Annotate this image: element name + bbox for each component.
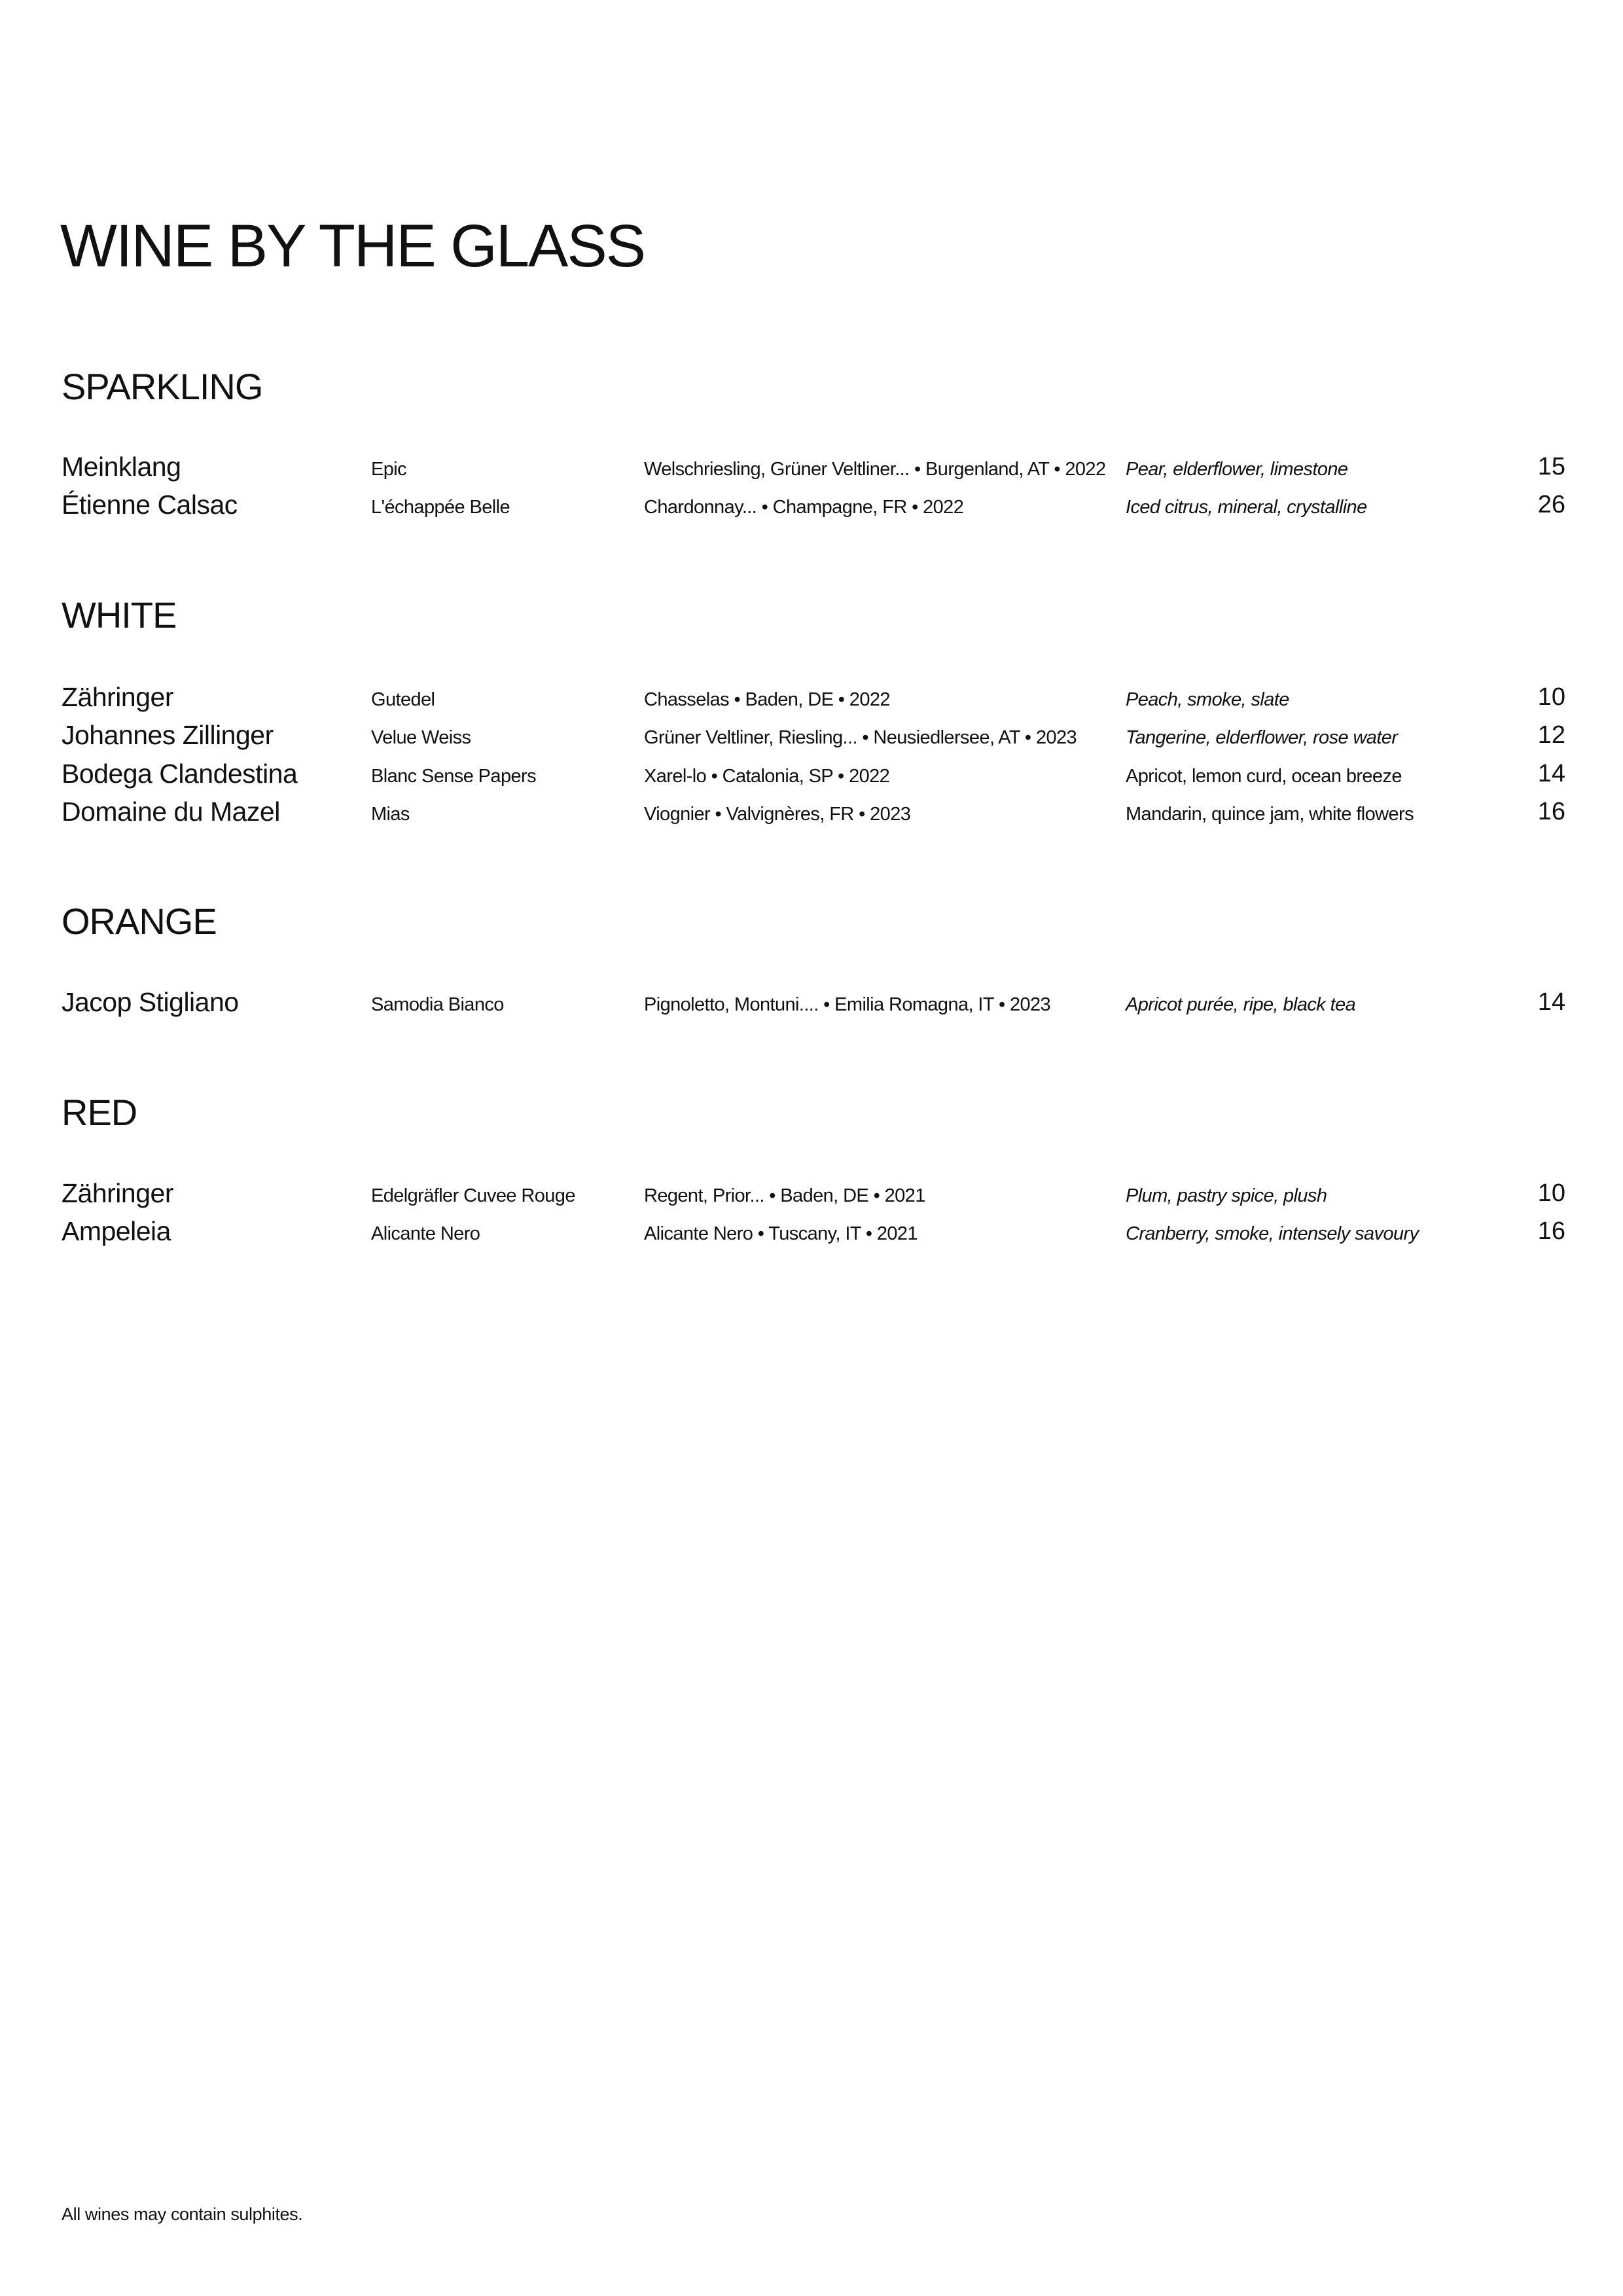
wine-cuvee: Velue Weiss xyxy=(371,727,471,748)
wine-origin: Chardonnay... • Champagne, FR • 2022 xyxy=(644,497,964,518)
wine-origin: Regent, Prior... • Baden, DE • 2021 xyxy=(644,1185,925,1206)
wine-row xyxy=(0,677,1623,717)
wine-tasting-notes: Plum, pastry spice, plush xyxy=(1126,1185,1327,1206)
wine-price: 15 xyxy=(1537,453,1565,480)
section-heading-sparkling: SPARKLING xyxy=(62,366,263,407)
wine-price: 26 xyxy=(1537,491,1565,518)
wine-producer: Zähringer xyxy=(62,1178,173,1208)
wine-price: 10 xyxy=(1537,683,1565,711)
wine-tasting-notes: Tangerine, elderflower, rose water xyxy=(1126,727,1398,748)
wine-origin: Alicante Nero • Tuscany, IT • 2021 xyxy=(644,1223,918,1244)
sulphites-notice: All wines may contain sulphites. xyxy=(62,2204,303,2224)
wine-producer: Zähringer xyxy=(62,682,173,712)
wine-row xyxy=(0,754,1623,793)
wine-origin: Pignoletto, Montuni.... • Emilia Romagna, IT • 2023 xyxy=(644,994,1051,1015)
wine-tasting-notes: Apricot, lemon curd, ocean breeze xyxy=(1126,766,1402,787)
wine-producer: Étienne Calsac xyxy=(62,490,238,520)
wine-tasting-notes: Mandarin, quince jam, white flowers xyxy=(1126,804,1414,825)
wine-row xyxy=(0,447,1623,486)
section-heading-white: WHITE xyxy=(62,594,177,636)
wine-cuvee: Alicante Nero xyxy=(371,1223,480,1244)
page-title: WINE BY THE GLASS xyxy=(60,213,645,279)
wine-cuvee: Mias xyxy=(371,804,410,825)
section-heading-red: RED xyxy=(62,1092,137,1133)
wine-cuvee: Samodia Bianco xyxy=(371,994,504,1015)
wine-price: 14 xyxy=(1537,988,1565,1016)
wine-origin: Viognier • Valvignères, FR • 2023 xyxy=(644,804,911,825)
wine-tasting-notes: Apricot purée, ripe, black tea xyxy=(1126,994,1356,1015)
wine-producer: Johannes Zillinger xyxy=(62,720,274,750)
wine-producer: Domaine du Mazel xyxy=(62,797,280,827)
wine-row xyxy=(0,792,1623,831)
wine-tasting-notes: Peach, smoke, slate xyxy=(1126,689,1289,710)
wine-tasting-notes: Iced citrus, mineral, crystalline xyxy=(1126,497,1367,518)
wine-row xyxy=(0,715,1623,755)
wine-row xyxy=(0,1174,1623,1213)
wine-row xyxy=(0,485,1623,524)
wine-row xyxy=(0,1211,1623,1251)
wine-tasting-notes: Pear, elderflower, limestone xyxy=(1126,459,1348,480)
wine-producer: Bodega Clandestina xyxy=(62,759,298,789)
wine-price: 16 xyxy=(1537,798,1565,825)
wine-cuvee: Blanc Sense Papers xyxy=(371,766,536,787)
wine-row xyxy=(0,982,1623,1022)
wine-producer: Meinklang xyxy=(62,452,181,482)
wine-cuvee: Gutedel xyxy=(371,689,435,710)
wine-price: 12 xyxy=(1537,721,1565,749)
section-heading-orange: ORANGE xyxy=(62,901,217,942)
wine-origin: Chasselas • Baden, DE • 2022 xyxy=(644,689,890,710)
wine-origin: Grüner Veltliner, Riesling... • Neusiedlersee, AT • 2023 xyxy=(644,727,1077,748)
wine-producer: Ampeleia xyxy=(62,1216,171,1246)
wine-producer: Jacop Stigliano xyxy=(62,987,239,1017)
wine-origin: Welschriesling, Grüner Veltliner... • Burgenland, AT • 2022 xyxy=(644,459,1106,480)
wine-tasting-notes: Cranberry, smoke, intensely savoury xyxy=(1126,1223,1419,1244)
wine-cuvee: L'échappée Belle xyxy=(371,497,510,518)
wine-price: 16 xyxy=(1537,1217,1565,1245)
wine-price: 14 xyxy=(1537,760,1565,787)
wine-cuvee: Epic xyxy=(371,459,407,480)
wine-price: 10 xyxy=(1537,1179,1565,1207)
wine-origin: Xarel-lo • Catalonia, SP • 2022 xyxy=(644,766,890,787)
wine-cuvee: Edelgräfler Cuvee Rouge xyxy=(371,1185,575,1206)
